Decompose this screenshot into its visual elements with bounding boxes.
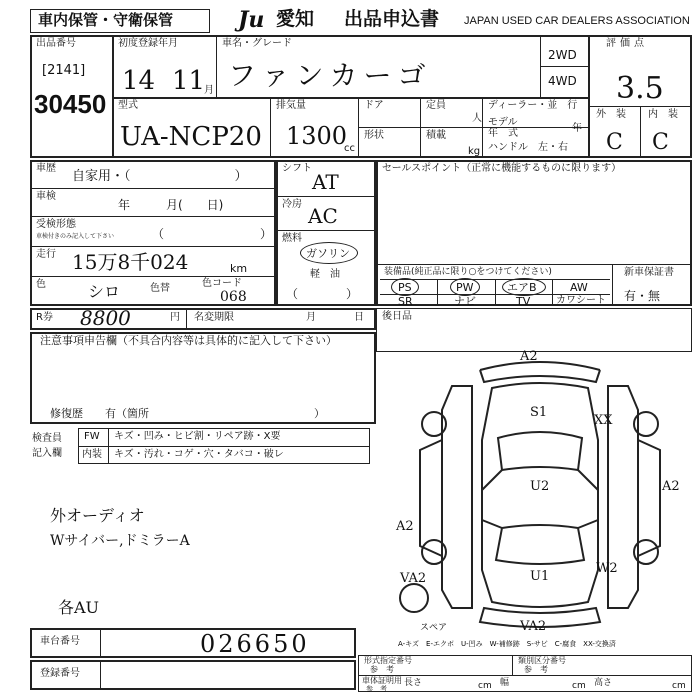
- fuel-gas: ガソリン: [306, 247, 350, 260]
- fuel-diesel: 軽 油: [310, 269, 340, 280]
- warranty-label: 新車保証書: [624, 267, 674, 278]
- mark-right-a2: A2: [662, 479, 680, 494]
- ju-logo: Ju: [238, 7, 265, 33]
- handwritten-audio: 外オーディオ: [50, 506, 145, 525]
- notes-label: 注意事項申告欄（不具合内容等は具体的に記入して下さい）: [40, 334, 337, 347]
- front-bumper: [480, 362, 600, 370]
- inspection-label: 車検: [36, 191, 56, 202]
- inspector-fw: FW: [84, 431, 100, 442]
- history-value: 自家用・（ ）: [72, 169, 248, 184]
- storage-label: 車内保管・守衛保管: [38, 11, 174, 29]
- recycle-value: 8800: [80, 306, 131, 330]
- capacity-label: 定員: [426, 100, 446, 111]
- cert-label: 車体証明用: [362, 676, 402, 685]
- width-label: 幅: [500, 678, 510, 688]
- load-unit: kg: [468, 146, 481, 157]
- grade-int: C: [652, 130, 669, 155]
- capacity-unit: 人: [472, 113, 482, 124]
- fuel-label: 燃料: [282, 233, 302, 244]
- chassis-label: 車台番号: [40, 636, 80, 647]
- grade-label: 評価点: [606, 38, 648, 49]
- class-number-label: 類別区分番号: [518, 656, 566, 665]
- shape-label: 形状: [364, 130, 384, 141]
- load-label: 積載: [426, 130, 446, 141]
- color-code: 068: [220, 289, 247, 305]
- mark-left-a2: A2: [396, 519, 414, 534]
- mark-roof-u2: U2: [530, 479, 550, 494]
- region-name: 愛知: [276, 8, 315, 30]
- width-unit: cm: [572, 681, 586, 691]
- equipment-leather: カワシート: [556, 295, 606, 306]
- association-name: JAPAN USED CAR DEALERS ASSOCIATION: [464, 15, 690, 27]
- door-label: ドア: [364, 100, 384, 111]
- equipment-navi: ナビ: [454, 295, 476, 308]
- color-value: シロ: [88, 282, 121, 301]
- car-side-left: [442, 386, 472, 608]
- month-unit: 月: [204, 85, 214, 96]
- lot-number: 30450: [34, 89, 107, 119]
- color-label: 色: [36, 279, 46, 290]
- color-code-label: 色コード: [202, 278, 242, 289]
- sales-point-label: セールスポイント（正常に機能するものに限ります）: [382, 163, 622, 174]
- class-ref-label: 参 考: [524, 665, 548, 674]
- registration-year: 14: [122, 66, 156, 96]
- mark-trunk-u1: U1: [530, 569, 550, 584]
- ac-label: 冷房: [282, 199, 302, 210]
- form-title: 出品申込書: [344, 8, 440, 30]
- damage-legend: A-キズ E-エクボ U-凹み W-補修跡 S-サビ C-腐食 XX-交換済: [398, 640, 616, 648]
- displacement-label: 排気量: [276, 100, 306, 111]
- car-damage-diagram: [380, 340, 690, 650]
- drive-4wd: 4WD: [548, 74, 577, 88]
- name-change-label: 名変期限: [194, 312, 234, 323]
- inspection-form-label: 受検形態: [36, 219, 76, 230]
- later-items-label: 後日品: [382, 311, 412, 322]
- equipment-pw: PW: [456, 281, 474, 294]
- ac-value: AC: [308, 204, 338, 228]
- fuel-paren: （ ）: [286, 287, 359, 301]
- model-value: UA-NCP20: [120, 122, 262, 152]
- shape-ref-label: 参 考: [370, 665, 394, 674]
- dealer-label: ディーラー・並 行: [488, 100, 578, 111]
- warranty-value: 有・無: [624, 289, 661, 303]
- handle-label: ハンドル 左・右: [488, 142, 568, 153]
- car-name-value: ファンカーゴ: [228, 59, 432, 92]
- mark-rear-right-w2: W2: [596, 561, 618, 576]
- equipment-airbag: エアB: [507, 281, 537, 294]
- airbag-circle: [502, 278, 546, 296]
- ps-circle: [391, 278, 419, 296]
- grade-ext: C: [606, 130, 623, 155]
- inspector-sub: 記入欄: [32, 448, 62, 459]
- inspector-items: キズ・凹み・ヒビ割・リペア跡・X要: [114, 431, 281, 442]
- history-label: 車歴: [36, 163, 56, 174]
- grade-ext-label: 外 装: [596, 109, 626, 120]
- repair-history: 修復歴 有（箇所 ）: [50, 407, 325, 420]
- cert-ref-label: 参 考: [366, 685, 387, 693]
- spare-tire: [400, 584, 428, 612]
- inspection-form-note: 車検付きのみ記入して下さい: [36, 233, 115, 240]
- equipment-label: 装備品(純正品に限り○をつけてください): [384, 267, 552, 277]
- equipment-aw: AW: [570, 281, 588, 294]
- drive-2wd: 2WD: [548, 48, 577, 62]
- displacement-value: 1300: [286, 122, 348, 150]
- plate-label: 登録番号: [40, 668, 80, 679]
- lot-label: 出品番号: [36, 38, 76, 49]
- inspector-interior-items: キズ・汚れ・コゲ・穴・タバコ・破レ: [114, 449, 284, 460]
- name-change-day: 日: [354, 312, 364, 323]
- inspector-label: 検査員: [32, 433, 62, 444]
- shift-value: AT: [312, 170, 339, 194]
- spare-label: スペア: [420, 623, 448, 633]
- length-unit: cm: [478, 681, 492, 691]
- shape-number-label: 形式指定番号: [364, 656, 412, 665]
- mark-rear-va2: VA2: [520, 619, 547, 634]
- fuel-gas-circle: [300, 242, 358, 264]
- inspection-value: 年 月( 日): [118, 198, 224, 212]
- pw-circle: [450, 278, 480, 296]
- model-label: 型式: [118, 100, 138, 111]
- inspector-interior: 内装: [82, 449, 102, 460]
- shift-label: シフト: [282, 163, 312, 174]
- mark-right-xx: XX: [594, 413, 613, 428]
- mark-rear-left-va2: VA2: [400, 571, 427, 586]
- registration-month: 11: [172, 66, 206, 96]
- mileage-label: 走行: [36, 249, 56, 260]
- height-unit: cm: [672, 681, 686, 691]
- mark-hood-s1: S1: [530, 405, 548, 420]
- equipment-ps: PS: [398, 281, 412, 294]
- height-label: 高さ: [594, 678, 613, 688]
- year-unit: 年: [572, 123, 582, 134]
- mileage-unit: km: [230, 262, 248, 275]
- displacement-unit: cc: [344, 143, 355, 154]
- equipment-sr: SR: [398, 295, 413, 308]
- chassis-value: 026650: [200, 630, 310, 658]
- recycle-label: R券: [36, 312, 53, 323]
- mark-front-a2: A2: [520, 349, 538, 364]
- grade-int-label: 内 装: [648, 109, 678, 120]
- inspection-form-value: （ ）: [152, 227, 273, 241]
- color-change: 色替: [150, 283, 170, 294]
- handwritten-au: 各AU: [58, 598, 100, 617]
- mileage-value: 15万8千024: [72, 250, 189, 274]
- handwritten-wiper: Wサイバー,ドミラーA: [50, 533, 190, 549]
- name-change-month: 月: [306, 312, 316, 323]
- recycle-unit: 円: [170, 312, 180, 323]
- length-label: 長さ: [404, 678, 423, 688]
- lot-code: [2141]: [42, 63, 86, 78]
- equipment-tv: TV: [516, 295, 531, 308]
- car-name-label: 車名・グレード: [222, 38, 292, 49]
- model-year-label: モデル 年 式: [488, 117, 518, 139]
- grade-value: 3.5: [616, 71, 664, 106]
- registration-label: 初度登録年月: [118, 38, 178, 49]
